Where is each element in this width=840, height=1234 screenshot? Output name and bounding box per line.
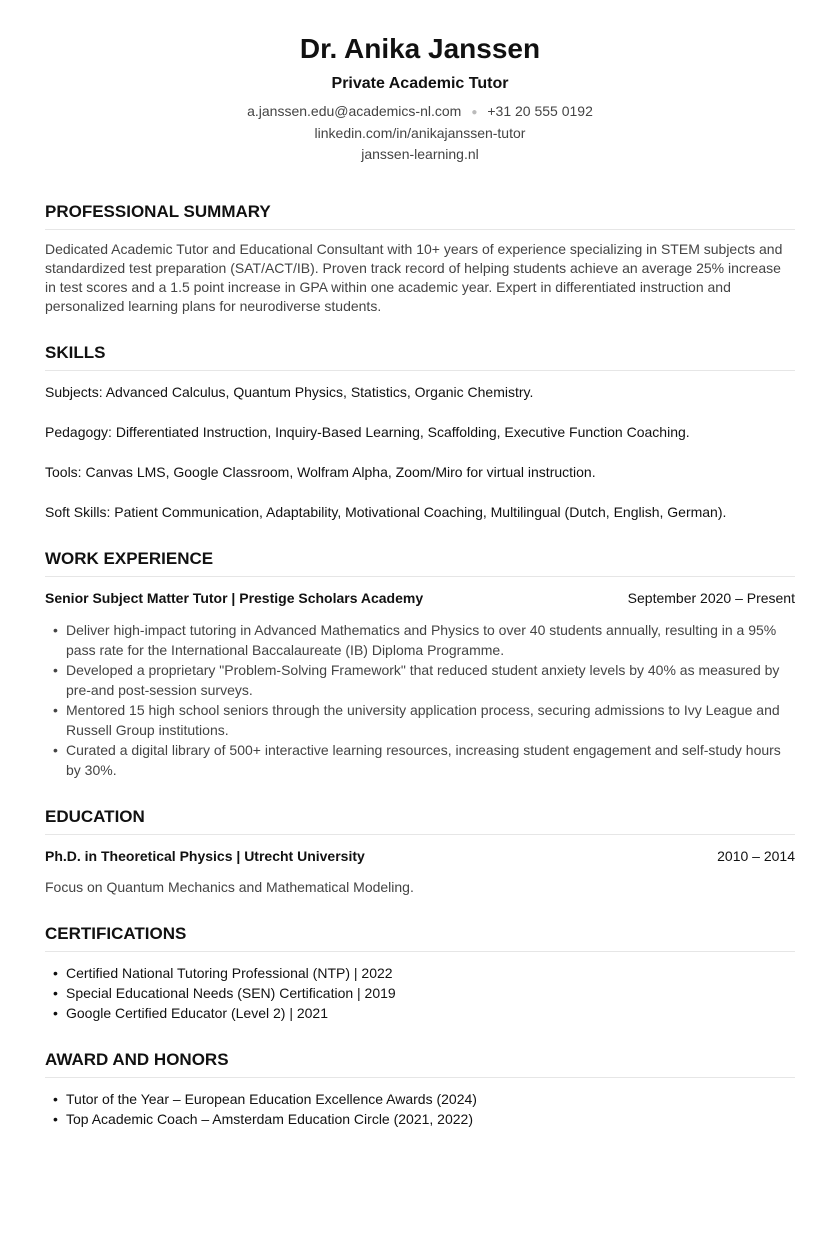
section-heading: SKILLS <box>45 343 106 362</box>
section-divider <box>45 370 795 371</box>
certifications-list <box>45 963 795 1023</box>
education-entry-header <box>45 847 795 866</box>
skill-line-subjects: Subjects: Advanced Calculus, Quantum Physics, Statistics, Organic Chemistry. <box>45 384 534 400</box>
experience-bullets <box>45 620 795 780</box>
skill-line-soft-skills: Soft Skills: Patient Communication, Adaptability, Motivational Coaching, Multilingual (Dutch, English, German). <box>45 504 727 520</box>
list-item: • Deliver high-impact tutoring in Advanced Mathematics and Physics to over 40 students annually, resulting in a 95% pass rate for the International Baccalaureate (IB) Diploma Programme. <box>45 620 795 660</box>
certifications-section <box>45 923 795 1023</box>
experience-section <box>45 548 795 780</box>
list-item: • Top Academic Coach – Amsterdam Education Circle (2021, 2022) <box>45 1109 795 1129</box>
section-heading: AWARD AND HONORS <box>45 1050 229 1069</box>
section-divider <box>45 951 795 952</box>
job-dates: September 2020 – Present <box>627 590 795 606</box>
list-item: • Curated a digital library of 500+ interactive learning resources, increasing student engagement and self-study hours by 30%. <box>45 740 795 780</box>
section-divider <box>45 1077 795 1078</box>
education-detail: Focus on Quantum Mechanics and Mathematical Modeling. <box>45 879 414 895</box>
list-item: • Developed a proprietary "Problem-Solving Framework" that reduced student anxiety levels by 40% as measured by pre-and post-session surveys. <box>45 660 795 700</box>
list-item: • Mentored 15 high school seniors through the university application process, securing admissions to Ivy League and Russell Group institutions. <box>45 700 795 740</box>
list-item: • Google Certified Educator (Level 2) | 2021 <box>45 1003 795 1023</box>
awards-section <box>45 1049 795 1129</box>
summary-text: Dedicated Academic Tutor and Educational Consultant with 10+ years of experience specializing in STEM subjects and standardized test preparation (SAT/ACT/IB). Proven track record of helping students achieve an average 25% increase in test scores and a 1.5 point increase in GPA within one academic year. Expert in differentiated instruction and personalized learning plans for neurodiverse students. <box>45 241 783 314</box>
contact-row <box>0 101 840 123</box>
experience-entry-header <box>45 589 795 608</box>
email-link[interactable]: a.janssen.edu@academics-nl.com <box>247 103 462 119</box>
section-heading: WORK EXPERIENCE <box>45 549 214 568</box>
website-link[interactable]: janssen-learning.nl <box>361 145 479 162</box>
awards-list <box>45 1089 795 1129</box>
candidate-title: Private Academic Tutor <box>331 75 509 92</box>
linkedin-link[interactable]: linkedin.com/in/anikajanssen-tutor <box>314 124 526 141</box>
section-divider <box>45 229 795 230</box>
summary-section <box>45 201 795 316</box>
list-item: • Certified National Tutoring Professional (NTP) | 2022 <box>45 963 795 983</box>
section-heading: PROFESSIONAL SUMMARY <box>45 202 271 221</box>
skills-section <box>45 342 795 522</box>
education-dates: 2010 – 2014 <box>717 848 795 864</box>
candidate-name: Dr. Anika Janssen <box>299 33 541 64</box>
phone-number[interactable]: +31 20 555 0192 <box>487 103 593 119</box>
job-title: Senior Subject Matter Tutor | Prestige Scholars Academy <box>45 590 424 606</box>
resume-header <box>0 0 840 165</box>
education-section <box>45 806 795 897</box>
section-heading: EDUCATION <box>45 807 145 826</box>
list-item: • Special Educational Needs (SEN) Certification | 2019 <box>45 983 795 1003</box>
separator-dot-icon: ● <box>471 106 478 118</box>
section-heading: CERTIFICATIONS <box>45 924 187 943</box>
section-divider <box>45 834 795 835</box>
list-item: • Tutor of the Year – European Education Excellence Awards (2024) <box>45 1089 795 1109</box>
skill-line-tools: Tools: Canvas LMS, Google Classroom, Wolfram Alpha, Zoom/Miro for virtual instruction. <box>45 464 596 480</box>
skill-line-pedagogy: Pedagogy: Differentiated Instruction, Inquiry-Based Learning, Scaffolding, Executive Function Coaching. <box>45 424 690 440</box>
degree-title: Ph.D. in Theoretical Physics | Utrecht University <box>45 848 365 864</box>
section-divider <box>45 576 795 577</box>
